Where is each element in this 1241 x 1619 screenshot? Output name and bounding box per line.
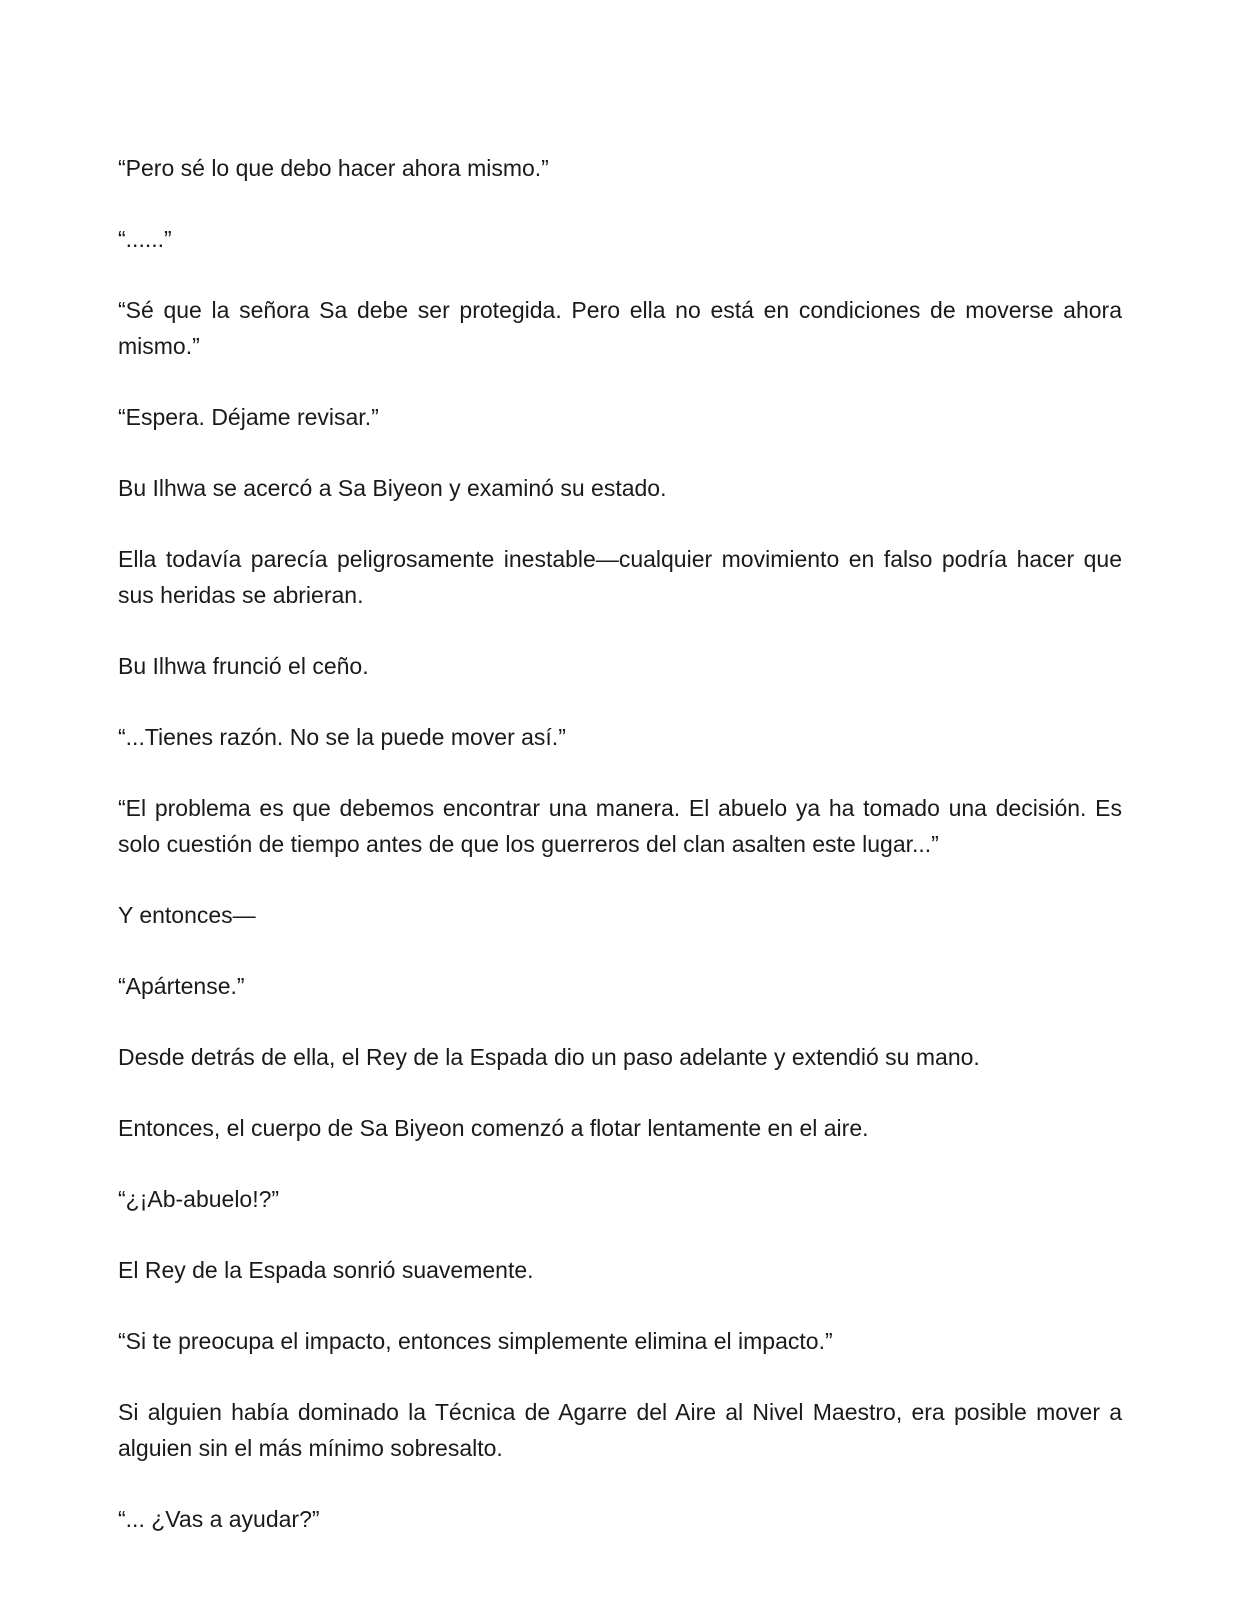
paragraph: “... ¿Vas a ayudar?” xyxy=(118,1506,320,1532)
paragraph: “Si te preocupa el impacto, entonces simplemente elimina el impacto.” xyxy=(118,1328,833,1354)
paragraph: “......” xyxy=(118,226,172,252)
paragraph: “Espera. Déjame revisar.” xyxy=(118,404,379,430)
paragraph: Bu Ilhwa se acercó a Sa Biyeon y examinó su estado. xyxy=(118,475,667,501)
body-text xyxy=(118,150,1122,1572)
paragraph: “¿¡Ab-abuelo!?” xyxy=(118,1186,280,1212)
paragraph: “El problema es que debemos encontrar una manera. El abuelo ya ha tomado una decisión. Es solo cuestión de tiempo antes de que los guerreros del clan asalten este lugar...” xyxy=(118,795,1122,857)
paragraph: “Pero sé lo que debo hacer ahora mismo.” xyxy=(118,155,549,181)
paragraph: Y entonces— xyxy=(118,902,256,928)
paragraph: “...Tienes razón. No se la puede mover así.” xyxy=(118,724,566,750)
paragraph: “Apártense.” xyxy=(118,973,245,999)
paragraph: Desde detrás de ella, el Rey de la Espada dio un paso adelante y extendió su mano. xyxy=(118,1044,980,1070)
paragraph: Si alguien había dominado la Técnica de Agarre del Aire al Nivel Maestro, era posible mover a alguien sin el más mínimo sobresalto. xyxy=(118,1399,1122,1461)
paragraph: Ella todavía parecía peligrosamente inestable—cualquier movimiento en falso podría hacer que sus heridas se abrieran. xyxy=(118,546,1122,608)
paragraph: El Rey de la Espada sonrió suavemente. xyxy=(118,1257,534,1283)
paragraph: Bu Ilhwa frunció el ceño. xyxy=(118,653,369,679)
paragraph: Entonces, el cuerpo de Sa Biyeon comenzó a flotar lentamente en el aire. xyxy=(118,1115,869,1141)
paragraph: “Sé que la señora Sa debe ser protegida. Pero ella no está en condiciones de moverse ahora mismo.” xyxy=(118,297,1122,359)
